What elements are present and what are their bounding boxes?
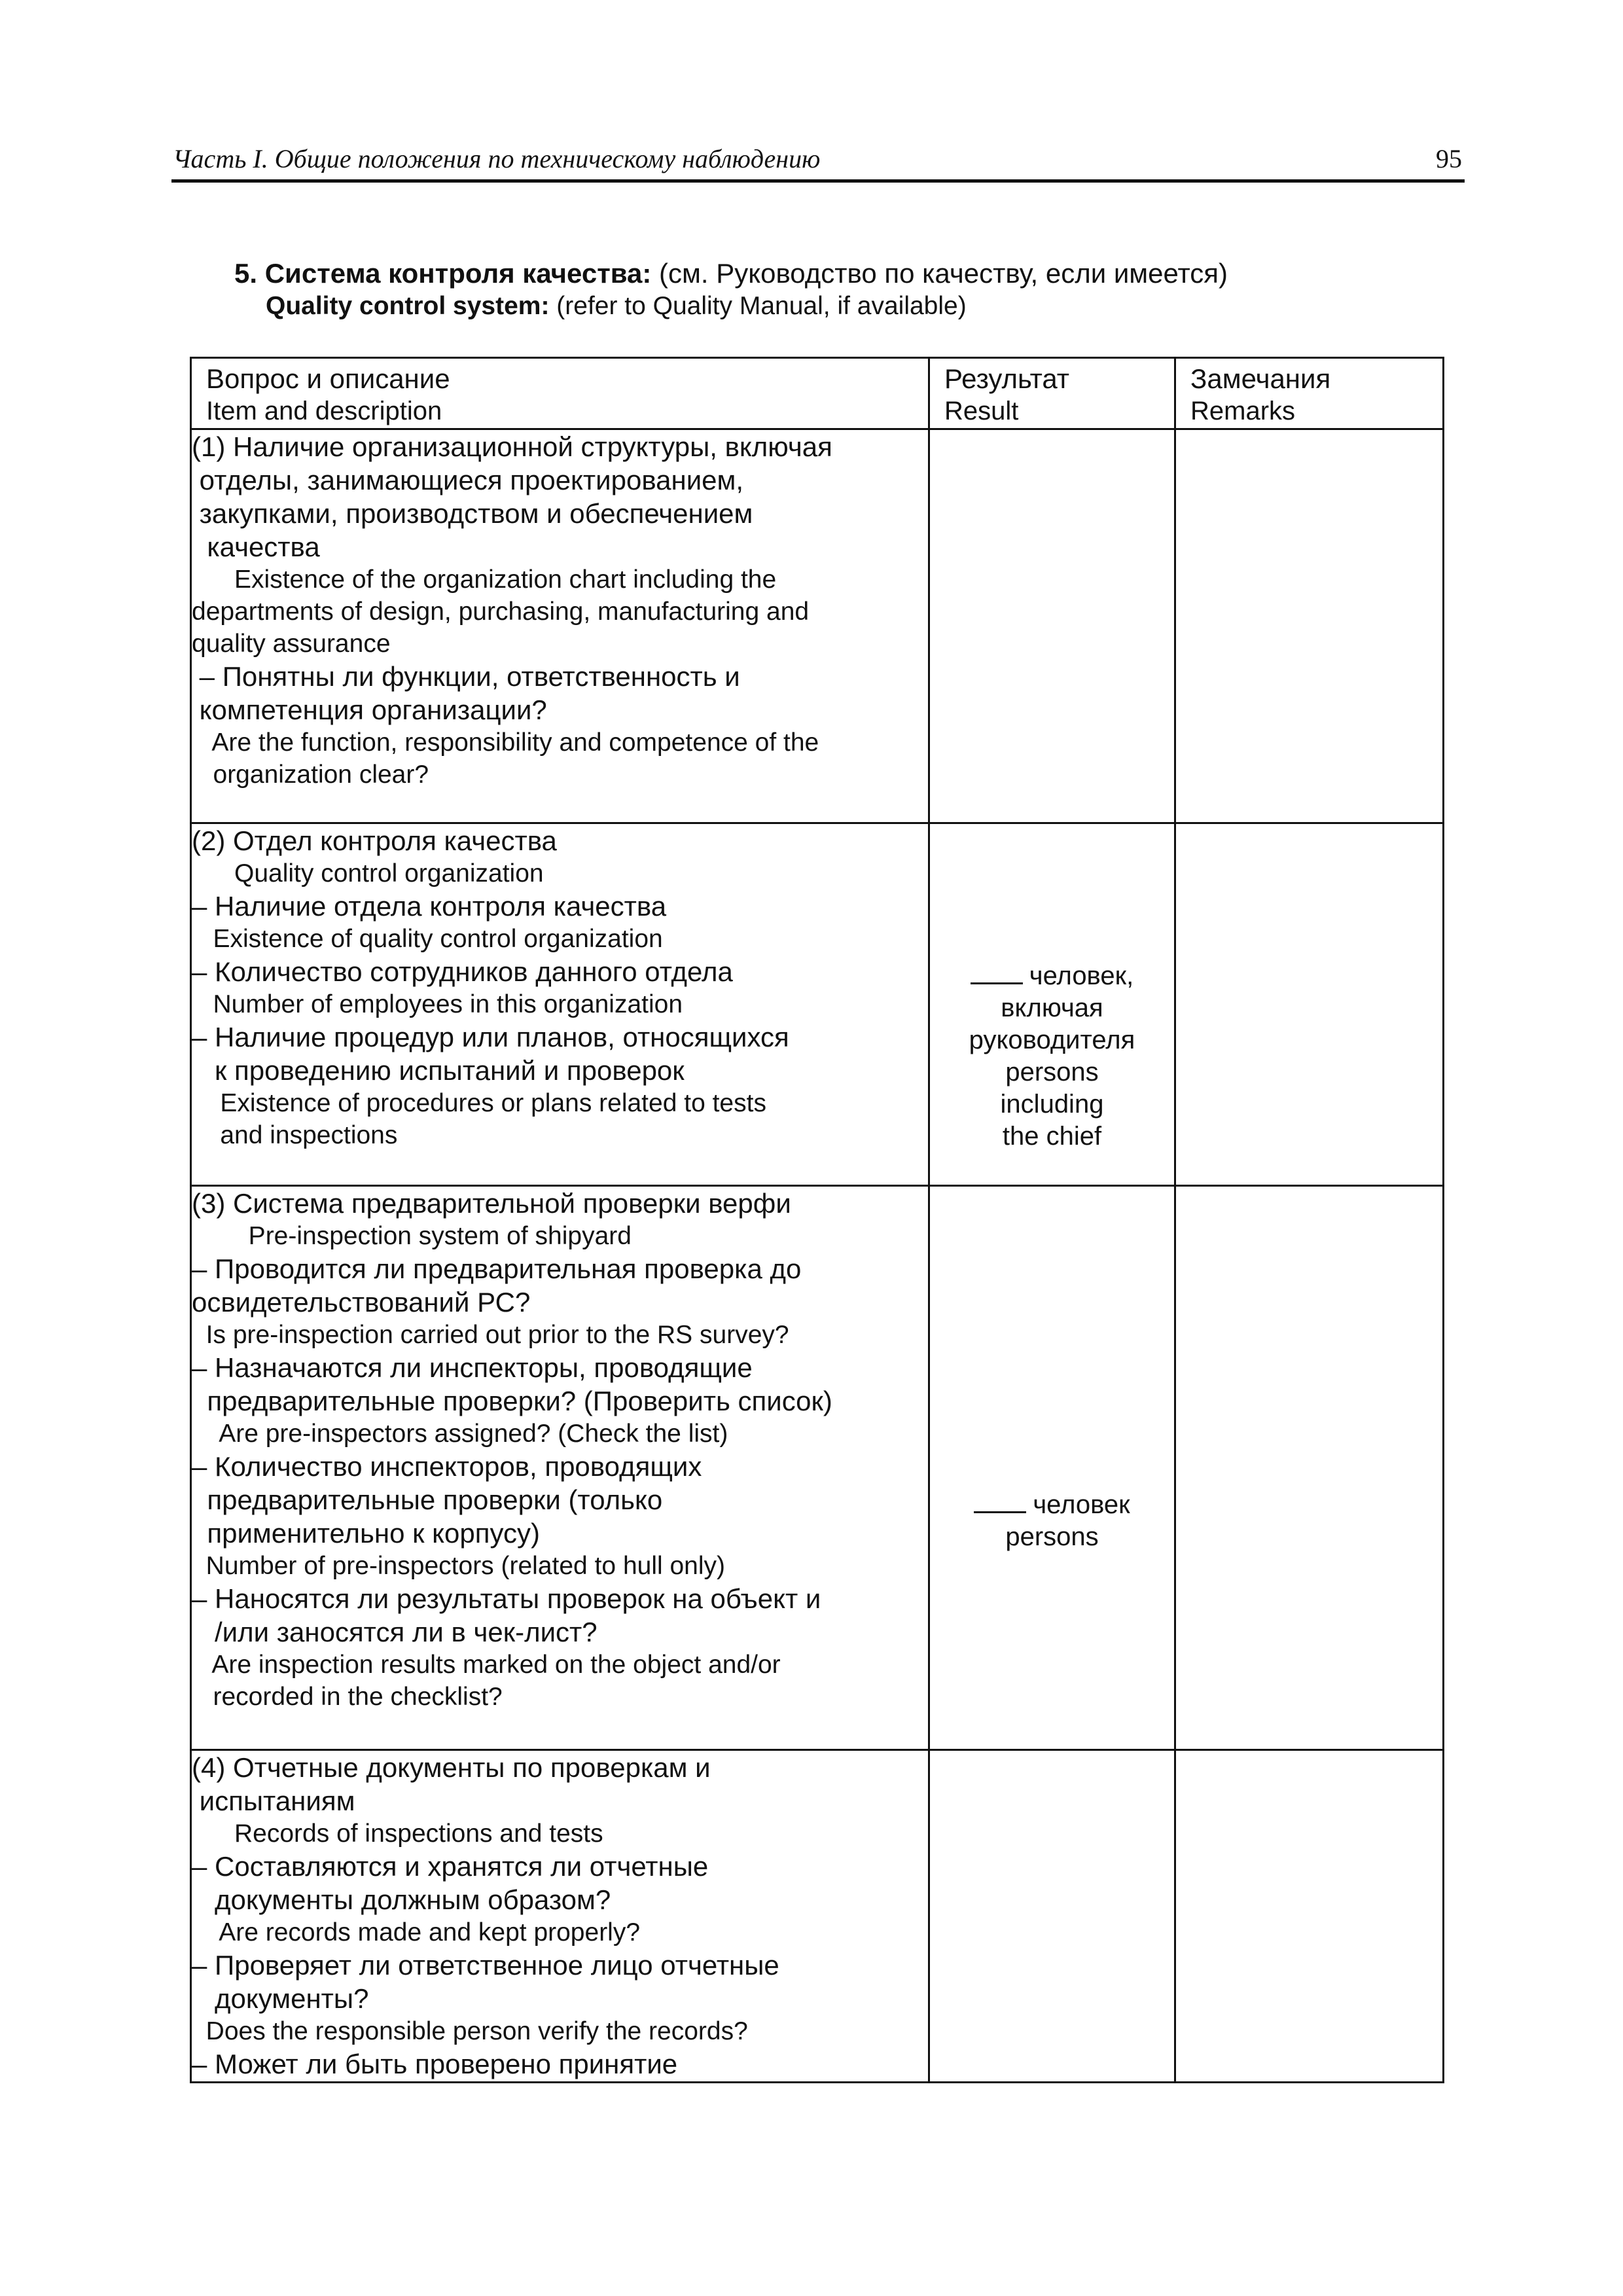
item-line-ru: – Проверяет ли ответственное лицо отчетные (192, 1950, 779, 1981)
item-description-cell (191, 823, 929, 1186)
section-heading-en (234, 291, 1228, 322)
table-row (191, 1750, 1444, 2083)
item-line-ru: испытаниям (192, 1785, 355, 1816)
item-line-en: Existence of procedures or plans related to tests (192, 1089, 766, 1117)
remarks-cell[interactable] (1175, 823, 1444, 1186)
item-line-ru: качества (192, 531, 320, 562)
item-line-ru: предварительные проверки (только (192, 1484, 663, 1515)
item-line-en: Are the function, responsibility and competence of the (192, 728, 819, 757)
section-title-ru: Система контроля качества: (264, 258, 652, 289)
item-description-cell (191, 429, 929, 823)
item-line-ru: – Количество инспекторов, проводящих (192, 1451, 702, 1482)
item-line-ru: (3) Система предварительной проверки верфи (192, 1188, 791, 1219)
running-head (171, 143, 1465, 183)
item-line-ru: (2) Отдел контроля качества (192, 825, 557, 856)
result-line: the chief (1002, 1122, 1102, 1151)
item-line-ru: документы? (192, 1983, 369, 2014)
table-row (191, 429, 1444, 823)
result-line: persons (1005, 1522, 1099, 1551)
result-text (930, 960, 1174, 1153)
result-line: руководителя (969, 1026, 1135, 1054)
header-remarks-ru: Замечания (1190, 363, 1331, 394)
remarks-cell[interactable] (1175, 1750, 1444, 2083)
item-line-ru: – Назначаются ли инспекторы, проводящие (192, 1352, 753, 1383)
item-line-ru: компетенция организации? (192, 694, 547, 725)
section-title-en: Quality control system: (266, 292, 550, 320)
item-description-cell (191, 1750, 929, 2083)
table-header-row (191, 358, 1444, 429)
section-note-ru: (см. Руководство по качеству, если имеется) (651, 258, 1228, 289)
item-line-ru: – Наносятся ли результаты проверок на объект и (192, 1583, 821, 1614)
item-line-ru: применительно к корпусу) (192, 1518, 540, 1549)
item-line-en: Existence of quality control organization (192, 925, 663, 953)
result-text (930, 1489, 1174, 1553)
quality-control-table (190, 357, 1444, 2083)
item-line-en: Are inspection results marked on the object and/or (192, 1651, 781, 1679)
item-line-ru: /или заносятся ли в чек-лист? (192, 1617, 597, 1647)
result-line: including (1000, 1090, 1104, 1119)
item-line-ru: документы должным образом? (192, 1884, 611, 1915)
item-line-en: Records of inspections and tests (192, 1820, 603, 1848)
item-line-ru: – Наличие процедур или планов, относящихся (192, 1022, 789, 1052)
item-line-ru: – Может ли быть проверено принятие (192, 2049, 678, 2079)
header-result (929, 358, 1175, 429)
item-line-en: Is pre-inspection carried out prior to the RS survey? (192, 1321, 789, 1349)
result-cell[interactable] (929, 1186, 1175, 1750)
result-line: человек (930, 1489, 1174, 1521)
item-line-en: organization clear? (192, 761, 429, 789)
item-line-en: Number of pre-inspectors (related to hull only) (192, 1552, 726, 1580)
item-line-en: Pre-inspection system of shipyard (192, 1222, 632, 1250)
item-line-ru: закупками, производством и обеспечением (192, 498, 753, 529)
item-line-en: Are pre-inspectors assigned? (Check the list) (192, 1420, 728, 1448)
item-line-en: Are records made and kept properly? (192, 1918, 641, 1946)
item-line-ru: – Понятны ли функции, ответственность и (192, 661, 740, 692)
result-line: persons (1005, 1058, 1099, 1086)
section-number: 5. (234, 258, 258, 289)
result-cell[interactable] (929, 823, 1175, 1186)
header-remarks-en: Remarks (1190, 397, 1296, 425)
header-result-ru: Результат (944, 363, 1070, 394)
result-line: включая (1001, 994, 1103, 1022)
item-line-en: Existence of the organization chart including the (192, 565, 777, 594)
header-item-ru: Вопрос и описание (206, 363, 450, 394)
item-line-ru: – Наличие отдела контроля качества (192, 891, 667, 922)
table-row (191, 823, 1444, 1186)
result-cell[interactable] (929, 429, 1175, 823)
blank-line[interactable] (974, 1505, 1026, 1513)
item-line-ru: (1) Наличие организационной структуры, включая (192, 431, 832, 462)
item-line-ru: к проведению испытаний и проверок (192, 1055, 685, 1086)
item-line-en: and inspections (192, 1121, 398, 1149)
item-line-ru: отделы, занимающиеся проектированием, (192, 465, 744, 495)
item-description-cell (191, 1186, 929, 1750)
page-number: 95 (1436, 144, 1462, 173)
table-row (191, 1186, 1444, 1750)
item-line-en: quality assurance (192, 630, 391, 658)
section-heading (234, 257, 1228, 322)
result-line: человек, (930, 960, 1174, 992)
remarks-cell[interactable] (1175, 429, 1444, 823)
remarks-cell[interactable] (1175, 1186, 1444, 1750)
header-remarks (1175, 358, 1444, 429)
item-line-ru: освидетельствований РС? (192, 1287, 531, 1318)
header-result-en: Result (944, 397, 1019, 425)
item-line-ru: – Составляются и хранятся ли отчетные (192, 1851, 709, 1882)
section-heading-ru (234, 257, 1228, 291)
item-line-ru: (4) Отчетные документы по проверкам и (192, 1752, 711, 1783)
running-head-title: Часть I. Общие положения по техническому наблюдению (173, 144, 821, 173)
result-cell[interactable] (929, 1750, 1175, 2083)
item-line-ru: предварительные проверки? (Проверить список) (192, 1386, 832, 1416)
header-item (191, 358, 929, 429)
item-line-ru: – Проводится ли предварительная проверка до (192, 1253, 802, 1284)
blank-line[interactable] (971, 976, 1023, 984)
item-line-en: Does the responsible person verify the records? (192, 2017, 748, 2045)
item-line-en: departments of design, purchasing, manufacturing and (192, 598, 810, 626)
item-line-en: Number of employees in this organization (192, 990, 683, 1018)
section-note-en: (refer to Quality Manual, if available) (549, 292, 967, 320)
item-line-ru: – Количество сотрудников данного отдела (192, 956, 733, 987)
item-line-en: recorded in the checklist? (192, 1683, 503, 1711)
item-line-en: Quality control organization (192, 859, 544, 888)
header-item-en: Item and description (206, 397, 442, 425)
